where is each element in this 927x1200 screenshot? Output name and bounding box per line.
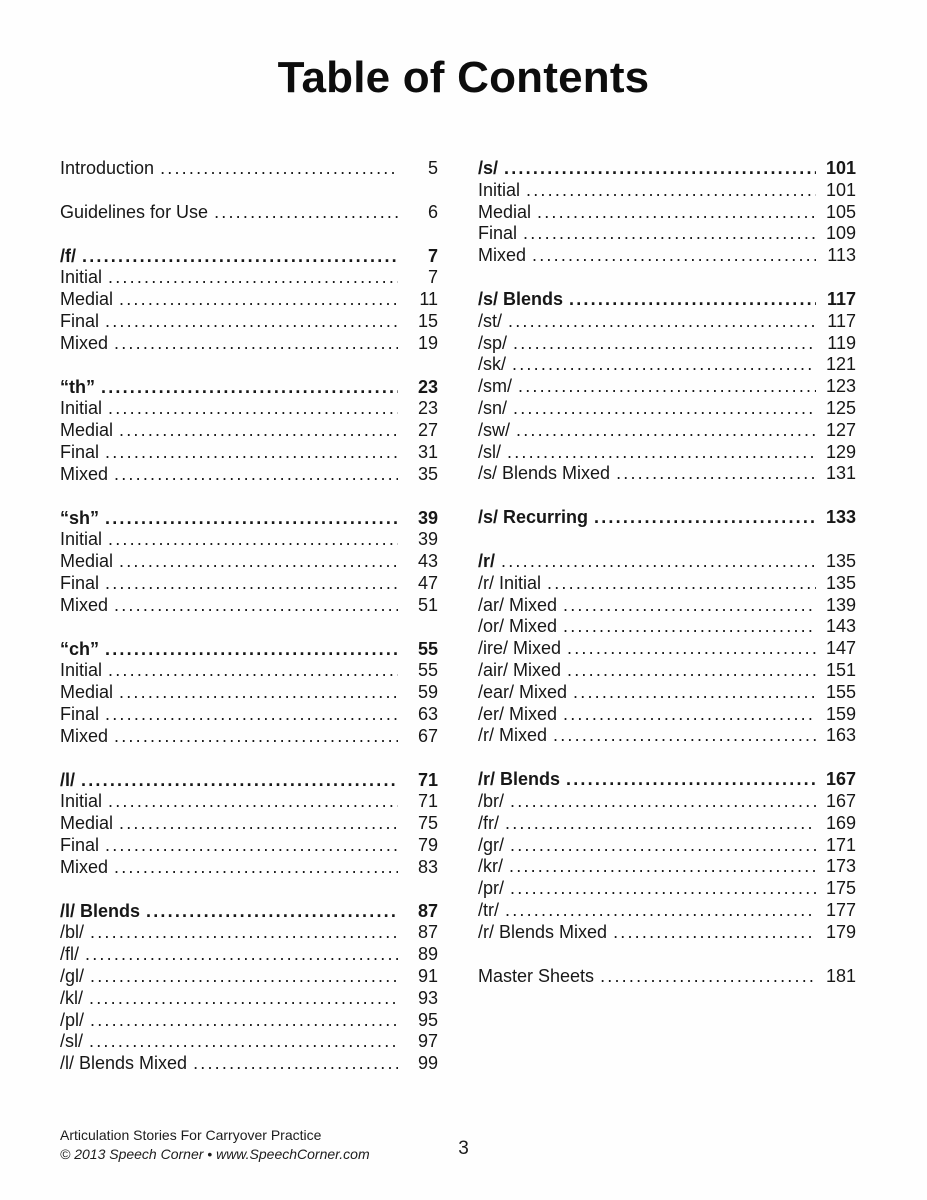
toc-entry: [60, 660, 438, 682]
toc-entry-page: 6: [427, 201, 438, 222]
toc-dot-leader: [108, 398, 398, 420]
toc-entry-page: 79: [417, 834, 438, 855]
toc-entry: [60, 508, 438, 530]
toc-entry-label: /ear/ Mixed: [478, 681, 568, 702]
toc-entry-page: 71: [417, 769, 438, 790]
toc-entry-page: 7: [427, 267, 438, 288]
toc-entry-page: 129: [825, 441, 856, 462]
toc-entry-label: /or/ Mixed: [478, 616, 558, 637]
toc-entry: [60, 573, 438, 595]
toc-entry: [478, 725, 856, 747]
toc-entry-page: 117: [827, 310, 856, 331]
toc-entry: [60, 966, 438, 988]
toc-entry-page: 167: [825, 769, 856, 790]
toc-dot-leader: [513, 333, 816, 355]
toc-entry-label: /pr/: [478, 878, 505, 899]
toc-entry-page: 39: [417, 507, 438, 528]
toc-entry-page: 119: [827, 332, 856, 353]
toc-dot-leader: [613, 922, 816, 944]
toc-entry-label: Initial: [60, 398, 103, 419]
toc-entry: [478, 289, 856, 311]
toc-section: [60, 901, 438, 1075]
toc-entry: [60, 726, 438, 748]
toc-entry-label: /gl/: [60, 965, 85, 986]
toc-entry-label: “th”: [60, 376, 95, 397]
toc-entry-page: 19: [417, 332, 438, 353]
toc-entry: [478, 682, 856, 704]
toc-entry-label: /kr/: [478, 856, 503, 877]
toc-dot-leader: [119, 420, 398, 442]
toc-dot-leader: [510, 835, 816, 857]
toc-dot-leader: [119, 551, 398, 573]
toc-section: [478, 158, 856, 267]
toc-entry-label: /er/ Mixed: [478, 703, 558, 724]
toc-column-right: [478, 158, 856, 1097]
toc-entry: [60, 551, 438, 573]
toc-entry-page: 27: [417, 420, 438, 441]
toc-entry-label: Mixed: [60, 856, 109, 877]
toc-entry-page: 23: [417, 398, 438, 419]
toc-entry-page: 167: [825, 790, 856, 811]
toc-entry: [478, 202, 856, 224]
toc-dot-leader: [512, 354, 816, 376]
toc-section: [60, 158, 438, 180]
toc-entry: [478, 551, 856, 573]
toc-entry: [478, 354, 856, 376]
toc-entry-label: /sl/: [478, 441, 502, 462]
toc-entry-label: Medial: [60, 551, 114, 572]
toc-entry-label: Final: [478, 223, 518, 244]
toc-dot-leader: [532, 245, 816, 267]
toc-entry-page: 55: [417, 660, 438, 681]
toc-dot-leader: [108, 529, 398, 551]
toc-dot-leader: [105, 704, 398, 726]
toc-entry: [60, 398, 438, 420]
toc-entry: [60, 377, 438, 399]
toc-dot-leader: [85, 944, 398, 966]
toc-entry-page: 173: [825, 856, 856, 877]
toc-dot-leader: [114, 595, 398, 617]
toc-entry-label: Introduction: [60, 158, 155, 178]
page-title: Table of Contents: [277, 53, 650, 102]
toc-dot-leader: [567, 660, 816, 682]
toc-section: [60, 770, 438, 879]
toc-entry: [478, 966, 856, 988]
toc-entry: [60, 158, 438, 180]
footer-copyright: © 2013 Speech Corner • www.SpeechCorner.com: [60, 1146, 370, 1162]
toc-section: [60, 202, 438, 224]
toc-dot-leader: [563, 616, 816, 638]
toc-entry-page: 51: [417, 594, 438, 615]
toc-entry: [478, 616, 856, 638]
toc-entry-label: Final: [60, 703, 100, 724]
toc-entry-label: Medial: [60, 813, 114, 834]
toc-entry: [478, 660, 856, 682]
toc-entry-label: Master Sheets: [478, 965, 595, 986]
toc-entry-page: 83: [417, 856, 438, 877]
toc-entry: [478, 704, 856, 726]
toc-entry-page: 127: [825, 419, 856, 440]
toc-dot-leader: [509, 856, 816, 878]
toc-entry-page: 159: [825, 703, 856, 724]
toc-entry: [478, 245, 856, 267]
toc-entry-label: /sw/: [478, 419, 511, 440]
toc-entry: [60, 770, 438, 792]
toc-dot-leader: [82, 246, 398, 268]
toc-dot-leader: [105, 639, 398, 661]
toc-section: [478, 551, 856, 747]
toc-entry-page: 171: [825, 834, 856, 855]
toc-dot-leader: [119, 813, 398, 835]
toc-entry-label: Final: [60, 310, 100, 331]
toc-entry-label: /fl/: [60, 944, 80, 965]
toc-dot-leader: [516, 420, 816, 442]
toc-entry: [478, 791, 856, 813]
toc-dot-leader: [594, 507, 816, 529]
toc-entry-label: /l/: [60, 769, 76, 790]
toc-entry: [60, 988, 438, 1010]
toc-dot-leader: [518, 376, 816, 398]
toc-dot-leader: [90, 922, 398, 944]
toc-entry-page: 91: [417, 965, 438, 986]
toc-entry-label: “sh”: [60, 507, 100, 528]
toc-section: [60, 508, 438, 617]
toc-entry-page: 109: [825, 223, 856, 244]
toc-entry: [60, 835, 438, 857]
toc-dot-leader: [505, 813, 816, 835]
toc-entry: [60, 857, 438, 879]
toc-entry: [478, 878, 856, 900]
toc-dot-leader: [114, 464, 398, 486]
toc-entry: [60, 1031, 438, 1053]
toc-entry-page: 67: [417, 725, 438, 746]
toc-entry-label: /gr/: [478, 834, 505, 855]
toc-entry-page: 135: [825, 550, 856, 571]
toc-entry-page: 89: [417, 944, 438, 965]
toc-dot-leader: [504, 158, 816, 180]
toc-entry-label: Medial: [60, 289, 114, 310]
toc-entry-page: 179: [825, 921, 856, 942]
toc-entry-page: 155: [825, 681, 856, 702]
toc-entry-page: 97: [417, 1031, 438, 1052]
toc-section: [478, 289, 856, 485]
toc-entry-label: /s/ Recurring: [478, 507, 589, 528]
toc-dot-leader: [114, 726, 398, 748]
toc-dot-leader: [108, 660, 398, 682]
toc-entry: [60, 901, 438, 923]
toc-entry: [478, 442, 856, 464]
toc-section: [478, 769, 856, 943]
toc-entry-label: Initial: [60, 660, 103, 681]
toc-dot-leader: [501, 551, 816, 573]
toc-dot-leader: [105, 508, 398, 530]
toc-dot-leader: [89, 988, 398, 1010]
toc-dot-leader: [119, 289, 398, 311]
toc-entry-page: 47: [417, 572, 438, 593]
toc-entry: [478, 573, 856, 595]
toc-entry-page: 117: [826, 288, 856, 309]
toc-dot-leader: [89, 1031, 398, 1053]
toc-entry-label: /sp/: [478, 332, 508, 353]
toc-dot-leader: [547, 573, 816, 595]
footer-book-title: Articulation Stories For Carryover Practice: [60, 1127, 322, 1143]
toc-section: [60, 377, 438, 486]
toc-dot-leader: [600, 966, 816, 988]
toc-entry: [60, 704, 438, 726]
toc-dot-leader: [505, 900, 816, 922]
toc-entry-label: /r/ Initial: [478, 572, 542, 593]
toc-entry: [478, 507, 856, 529]
toc-dot-leader: [108, 791, 398, 813]
toc-entry-label: “ch”: [60, 638, 100, 659]
toc-entry-label: /r/ Blends: [478, 769, 561, 790]
toc-entry: [60, 246, 438, 268]
toc-entry-label: /r/: [478, 550, 496, 571]
toc-entry-page: 55: [417, 638, 438, 659]
toc-dot-leader: [214, 202, 398, 224]
toc-dot-leader: [537, 202, 816, 224]
toc-entry-page: 87: [417, 900, 438, 921]
toc-entry-label: Initial: [60, 267, 103, 288]
toc-entry: [478, 463, 856, 485]
toc-entry: [60, 1010, 438, 1032]
toc-entry-page: 23: [417, 376, 438, 397]
toc-dot-leader: [508, 311, 816, 333]
toc-entry-label: Mixed: [60, 725, 109, 746]
toc-dot-leader: [510, 791, 816, 813]
toc-entry: [478, 223, 856, 245]
toc-entry: [60, 813, 438, 835]
toc-entry-page: 7: [427, 245, 438, 266]
toc-entry-page: 63: [417, 703, 438, 724]
toc-entry-label: Final: [60, 441, 100, 462]
toc-dot-leader: [101, 377, 398, 399]
toc-entry-label: Initial: [478, 179, 521, 200]
toc-entry: [478, 769, 856, 791]
toc-dot-leader: [114, 333, 398, 355]
toc-entry-label: /br/: [478, 790, 505, 811]
toc-entry-label: /sl/: [60, 1031, 84, 1052]
toc-dot-leader: [566, 769, 816, 791]
toc-entry-page: 71: [417, 791, 438, 812]
toc-entry-page: 151: [825, 659, 856, 680]
toc-dot-leader: [160, 158, 398, 180]
toc-entry-label: Mixed: [60, 332, 109, 353]
page-number: 3: [458, 1138, 469, 1159]
toc-entry-label: /kl/: [60, 987, 84, 1008]
toc-entry-page: 99: [417, 1053, 438, 1074]
toc-dot-leader: [563, 595, 816, 617]
toc-entry-label: Mixed: [60, 594, 109, 615]
toc-entry-label: /fr/: [478, 812, 499, 833]
toc-entry: [60, 464, 438, 486]
toc-entry: [478, 856, 856, 878]
toc-dot-leader: [114, 857, 398, 879]
toc-entry-label: /s/: [478, 158, 499, 178]
toc-entry-page: 169: [825, 812, 856, 833]
toc-entry-label: /sn/: [478, 397, 508, 418]
toc-entry: [478, 595, 856, 617]
toc-entry-page: 43: [417, 551, 438, 572]
toc-entry-page: 135: [825, 572, 856, 593]
toc-entry-page: 59: [417, 682, 438, 703]
toc-dot-leader: [567, 638, 816, 660]
toc-dot-leader: [510, 878, 816, 900]
toc-entry: [478, 922, 856, 944]
toc-entry-page: 87: [417, 922, 438, 943]
toc-dot-leader: [90, 1010, 398, 1032]
toc-entry-page: 163: [825, 725, 856, 746]
toc-entry: [478, 180, 856, 202]
toc-entry-label: Initial: [60, 529, 103, 550]
toc-entry: [478, 333, 856, 355]
toc-entry-label: Final: [60, 834, 100, 855]
toc-dot-leader: [513, 398, 816, 420]
toc-entry: [478, 158, 856, 180]
toc-dot-leader: [108, 267, 398, 289]
toc-entry-page: 143: [825, 616, 856, 637]
toc-entry-page: 121: [825, 354, 856, 375]
toc-entry-page: 123: [825, 376, 856, 397]
toc-dot-leader: [616, 463, 816, 485]
toc-dot-leader: [526, 180, 816, 202]
toc-dot-leader: [90, 966, 398, 988]
toc-section: [60, 639, 438, 748]
toc-entry: [60, 944, 438, 966]
toc-entry-label: /st/: [478, 310, 503, 331]
toc-entry-page: 133: [825, 507, 856, 528]
toc-entry: [478, 398, 856, 420]
toc-entry-page: 31: [417, 441, 438, 462]
toc-section: [478, 966, 856, 988]
toc-entry-page: 95: [417, 1009, 438, 1030]
toc-entry: [60, 791, 438, 813]
toc-dot-leader: [523, 223, 816, 245]
toc-entry-page: 125: [825, 397, 856, 418]
toc-entry: [478, 420, 856, 442]
toc-entry-label: /air/ Mixed: [478, 659, 562, 680]
toc-entry-page: 139: [825, 594, 856, 615]
toc-entry-page: 75: [417, 813, 438, 834]
toc-entry-label: /sm/: [478, 376, 512, 397]
toc-entry-label: Medial: [478, 201, 532, 222]
toc-entry: [60, 1053, 438, 1075]
toc-entry-label: /ar/ Mixed: [478, 594, 558, 615]
toc-entry: [478, 376, 856, 398]
toc-entry: [60, 311, 438, 333]
toc-dot-leader: [81, 770, 398, 792]
toc-entry-page: 35: [417, 463, 438, 484]
toc-entry-label: /s/ Blends: [478, 288, 564, 309]
toc-section: [60, 246, 438, 355]
toc-entry-page: 113: [827, 245, 856, 266]
toc-entry: [60, 682, 438, 704]
toc-section: [478, 507, 856, 529]
toc-dot-leader: [105, 835, 398, 857]
toc-entry: [60, 289, 438, 311]
toc-entry-label: /ire/ Mixed: [478, 638, 562, 659]
toc-entry-label: /f/: [60, 245, 76, 266]
toc-entry-label: Final: [60, 572, 100, 593]
toc-entry: [478, 813, 856, 835]
toc-entry-page: 101: [825, 158, 856, 178]
toc-entry-label: /r/ Blends Mixed: [478, 921, 608, 942]
toc-entry: [478, 835, 856, 857]
toc-dot-leader: [573, 682, 816, 704]
toc-entry: [60, 529, 438, 551]
toc-entry-label: /l/ Blends Mixed: [60, 1053, 188, 1074]
toc-entry-page: 39: [417, 529, 438, 550]
toc-entry-label: /sk/: [478, 354, 507, 375]
toc-entry-page: 105: [825, 201, 856, 222]
toc-entry: [478, 638, 856, 660]
toc-entry-page: 177: [825, 899, 856, 920]
toc-dot-leader: [193, 1053, 398, 1075]
toc-entry-label: Guidelines for Use: [60, 201, 209, 222]
toc-dot-leader: [105, 573, 398, 595]
toc-columns: [60, 158, 856, 1097]
toc-entry: [60, 922, 438, 944]
toc-dot-leader: [105, 442, 398, 464]
toc-entry-label: /pl/: [60, 1009, 85, 1030]
toc-column-left: [60, 158, 438, 1097]
toc-entry-page: 5: [427, 158, 438, 178]
toc-entry-page: 147: [825, 638, 856, 659]
toc-dot-leader: [119, 682, 398, 704]
toc-entry-label: Mixed: [60, 463, 109, 484]
toc-entry: [60, 202, 438, 224]
toc-entry-label: /tr/: [478, 899, 499, 920]
toc-dot-leader: [563, 704, 816, 726]
toc-entry-page: 101: [825, 179, 856, 200]
toc-dot-leader: [146, 901, 398, 923]
toc-entry-page: 11: [419, 289, 438, 310]
toc-entry-label: /r/ Mixed: [478, 725, 548, 746]
toc-entry-label: /l/ Blends: [60, 900, 141, 921]
toc-entry-page: 93: [417, 987, 438, 1008]
toc-entry-label: Initial: [60, 791, 103, 812]
toc-entry-page: 175: [825, 878, 856, 899]
toc-entry: [60, 442, 438, 464]
toc-entry: [60, 420, 438, 442]
toc-entry: [60, 267, 438, 289]
toc-entry-label: Mixed: [478, 245, 527, 266]
toc-entry-label: /s/ Blends Mixed: [478, 463, 611, 484]
toc-dot-leader: [507, 442, 816, 464]
toc-dot-leader: [105, 311, 398, 333]
toc-entry-page: 131: [825, 463, 856, 484]
toc-entry: [478, 311, 856, 333]
toc-entry-page: 181: [825, 965, 856, 986]
toc-entry: [60, 595, 438, 617]
toc-dot-leader: [569, 289, 816, 311]
toc-entry-label: Medial: [60, 420, 114, 441]
toc-entry: [60, 333, 438, 355]
toc-dot-leader: [553, 725, 816, 747]
toc-entry-label: /bl/: [60, 922, 85, 943]
toc-entry-label: Medial: [60, 682, 114, 703]
toc-entry: [60, 639, 438, 661]
toc-entry-page: 15: [417, 310, 438, 331]
toc-entry: [478, 900, 856, 922]
